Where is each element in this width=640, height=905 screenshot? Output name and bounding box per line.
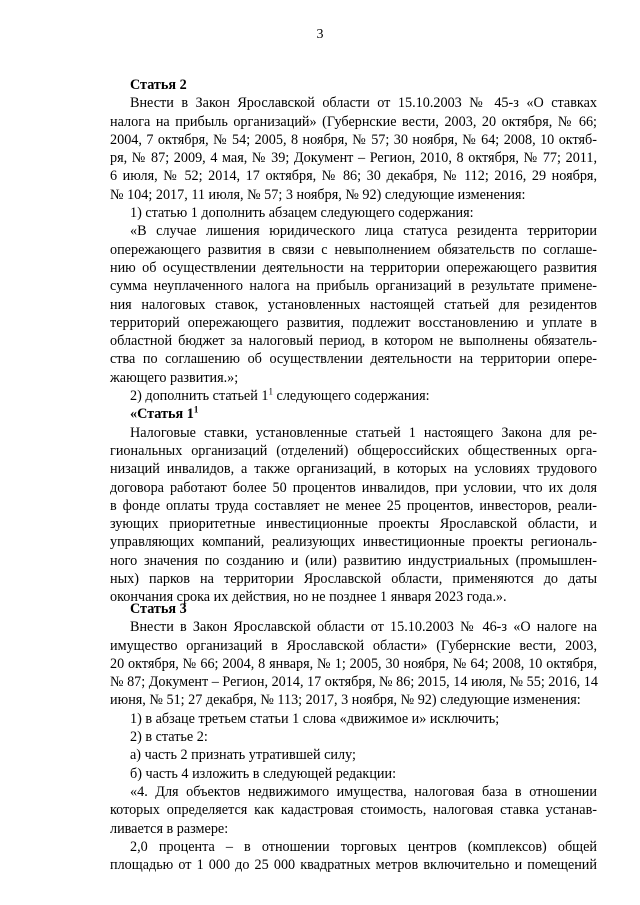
paragraph-line: управляющих компаний, реализующих инвестиционные проекты региональ- [110, 534, 597, 551]
paragraph-line: ных) парков на территории Ярославской области, применяются до даты [110, 571, 597, 588]
paragraph-line: имущество организаций в Ярославской области» (Губернские вести, 2003, [110, 637, 597, 654]
paragraph-line: площадью от 1 000 до 25 000 квадратных метров включительно и помещений [110, 857, 597, 874]
article-1-1-heading: «Статья $1^1$ [130, 404, 199, 423]
paragraph-line: областной бюджет за налоговый период, в котором не выполнены обязатель- [110, 333, 597, 350]
article-2-body [110, 94, 597, 387]
paragraph-line: июня, № 51; 27 декабря, № 113; 2017, 3 ноября, № 92) следующие изменения: [110, 692, 581, 709]
paragraph-line: а) часть 2 признать утратившей силу; [130, 747, 356, 764]
paragraph-line: № 87; Документ – Регион, 2014, 17 октября, № 86; 2015, 14 июля, № 55; 2016, 14 [110, 674, 598, 691]
paragraph-line: «В случае лишения юридического лица статуса резидента территории [130, 223, 597, 240]
paragraph-line: которых определяется как кадастровая стоимость, налоговая ставка устанав- [110, 802, 597, 819]
page-number: 3 [316, 27, 324, 42]
paragraph-line: ря, № 87; 2009, 4 мая, № 39; Документ – Регион, 2010, 8 октября, № 77; 2011, [110, 150, 597, 167]
article-3-section [110, 600, 597, 874]
paragraph-line: в фонде оплаты труда составляет не менее 25 процентов, инвесторов, реали- [110, 497, 597, 514]
article-2-item-2: 2) дополнить статьей $1^1$ следующего содержания: [130, 386, 430, 405]
paragraph-line: гиональных организаций (отделений) общероссийских общественных орга- [110, 442, 597, 459]
paragraph-line: № 104; 2017, 11 июля, № 57; 3 ноября, № 92) следующие изменения: [110, 186, 526, 203]
article-3-heading: Статья 3 [130, 601, 187, 617]
paragraph-line: 6 июля, № 52; 2014, 17 октября, № 86; 30 декабря, № 112; 2016, 29 ноября, [110, 168, 597, 185]
paragraph-line: б) часть 4 изложить в следующей редакции: [130, 765, 397, 782]
paragraph-line: низаций инвалидов, а также организаций, в которых на условиях трудового [110, 461, 597, 478]
article-3-body [110, 618, 597, 874]
paragraph-line: 2) в статье 2: [130, 729, 208, 746]
paragraph-line: окончания срока их действия, но не позднее 1 января 2023 года.». [110, 589, 507, 606]
paragraph-line: договора работают более 50 процентов инвалидов, при условии, что их доля [110, 479, 597, 496]
paragraph-line: ливается в размере: [110, 820, 229, 837]
paragraph-line: налога на прибыль организаций» (Губернские вести, 2003, 20 октября, № 66; [110, 113, 597, 130]
paragraph-line: жающего развития.»; [110, 369, 239, 386]
paragraph-line: 2004, 7 октября, № 54; 2005, 8 ноября, № 57; 30 ноября, № 64; 2008, 10 октяб- [110, 131, 597, 148]
paragraph-line: территорий опережающего развития, подлежит восстановлению и уплате в [110, 314, 597, 331]
paragraph-line: опережающего развития в связи с невыполнением обязательств по соглаше- [110, 241, 597, 258]
paragraph-line: зующих приоритетные инвестиционные проекты Ярославской области, и [110, 516, 597, 533]
article-1-1-body [110, 424, 597, 607]
paragraph-line: ного значения по созданию и (или) развитию индустриальных (промышлен- [110, 552, 597, 569]
paragraph-line: 20 октября, № 66; 2004, 8 января, № 1; 2005, 30 ноября, № 64; 2008, 10 октября, [110, 655, 597, 672]
paragraph-line: Внести в Закон Ярославской области от 15.10.2003 № 46-з «О налоге на [130, 619, 597, 636]
paragraph-line: «4. Для объектов недвижимого имущества, налоговая база в отношении [130, 783, 597, 800]
article-2-heading: Статья 2 [130, 77, 187, 93]
paragraph-line: Внести в Закон Ярославской области от 15.10.2003 № 45-з «О ставках [130, 95, 597, 112]
paragraph-line: Налоговые ставки, установленные статьей 1 настоящего Закона для ре- [130, 424, 597, 441]
paragraph-line: 2,0 процента – в отношении торговых центров (комплексов) общей [130, 838, 597, 855]
paragraph-line: ния налоговых ставок, установленных настоящей статьей для резидентов [110, 296, 597, 313]
paragraph-line: 1) статью 1 дополнить абзацем следующего содержания: [130, 205, 474, 222]
paragraph-line: ства по соглашению об осуществлении деятельности на территории опере- [110, 351, 597, 368]
paragraph-line: сумма неуплаченного налога на прибыль организаций в результате примене- [110, 278, 597, 295]
article-2-section [110, 76, 597, 607]
paragraph-line: 1) в абзаце третьем статьи 1 слова «движимое и» исключить; [130, 710, 500, 727]
paragraph-line: нию об осуществлении деятельности на территории опережающего развития [110, 259, 597, 276]
